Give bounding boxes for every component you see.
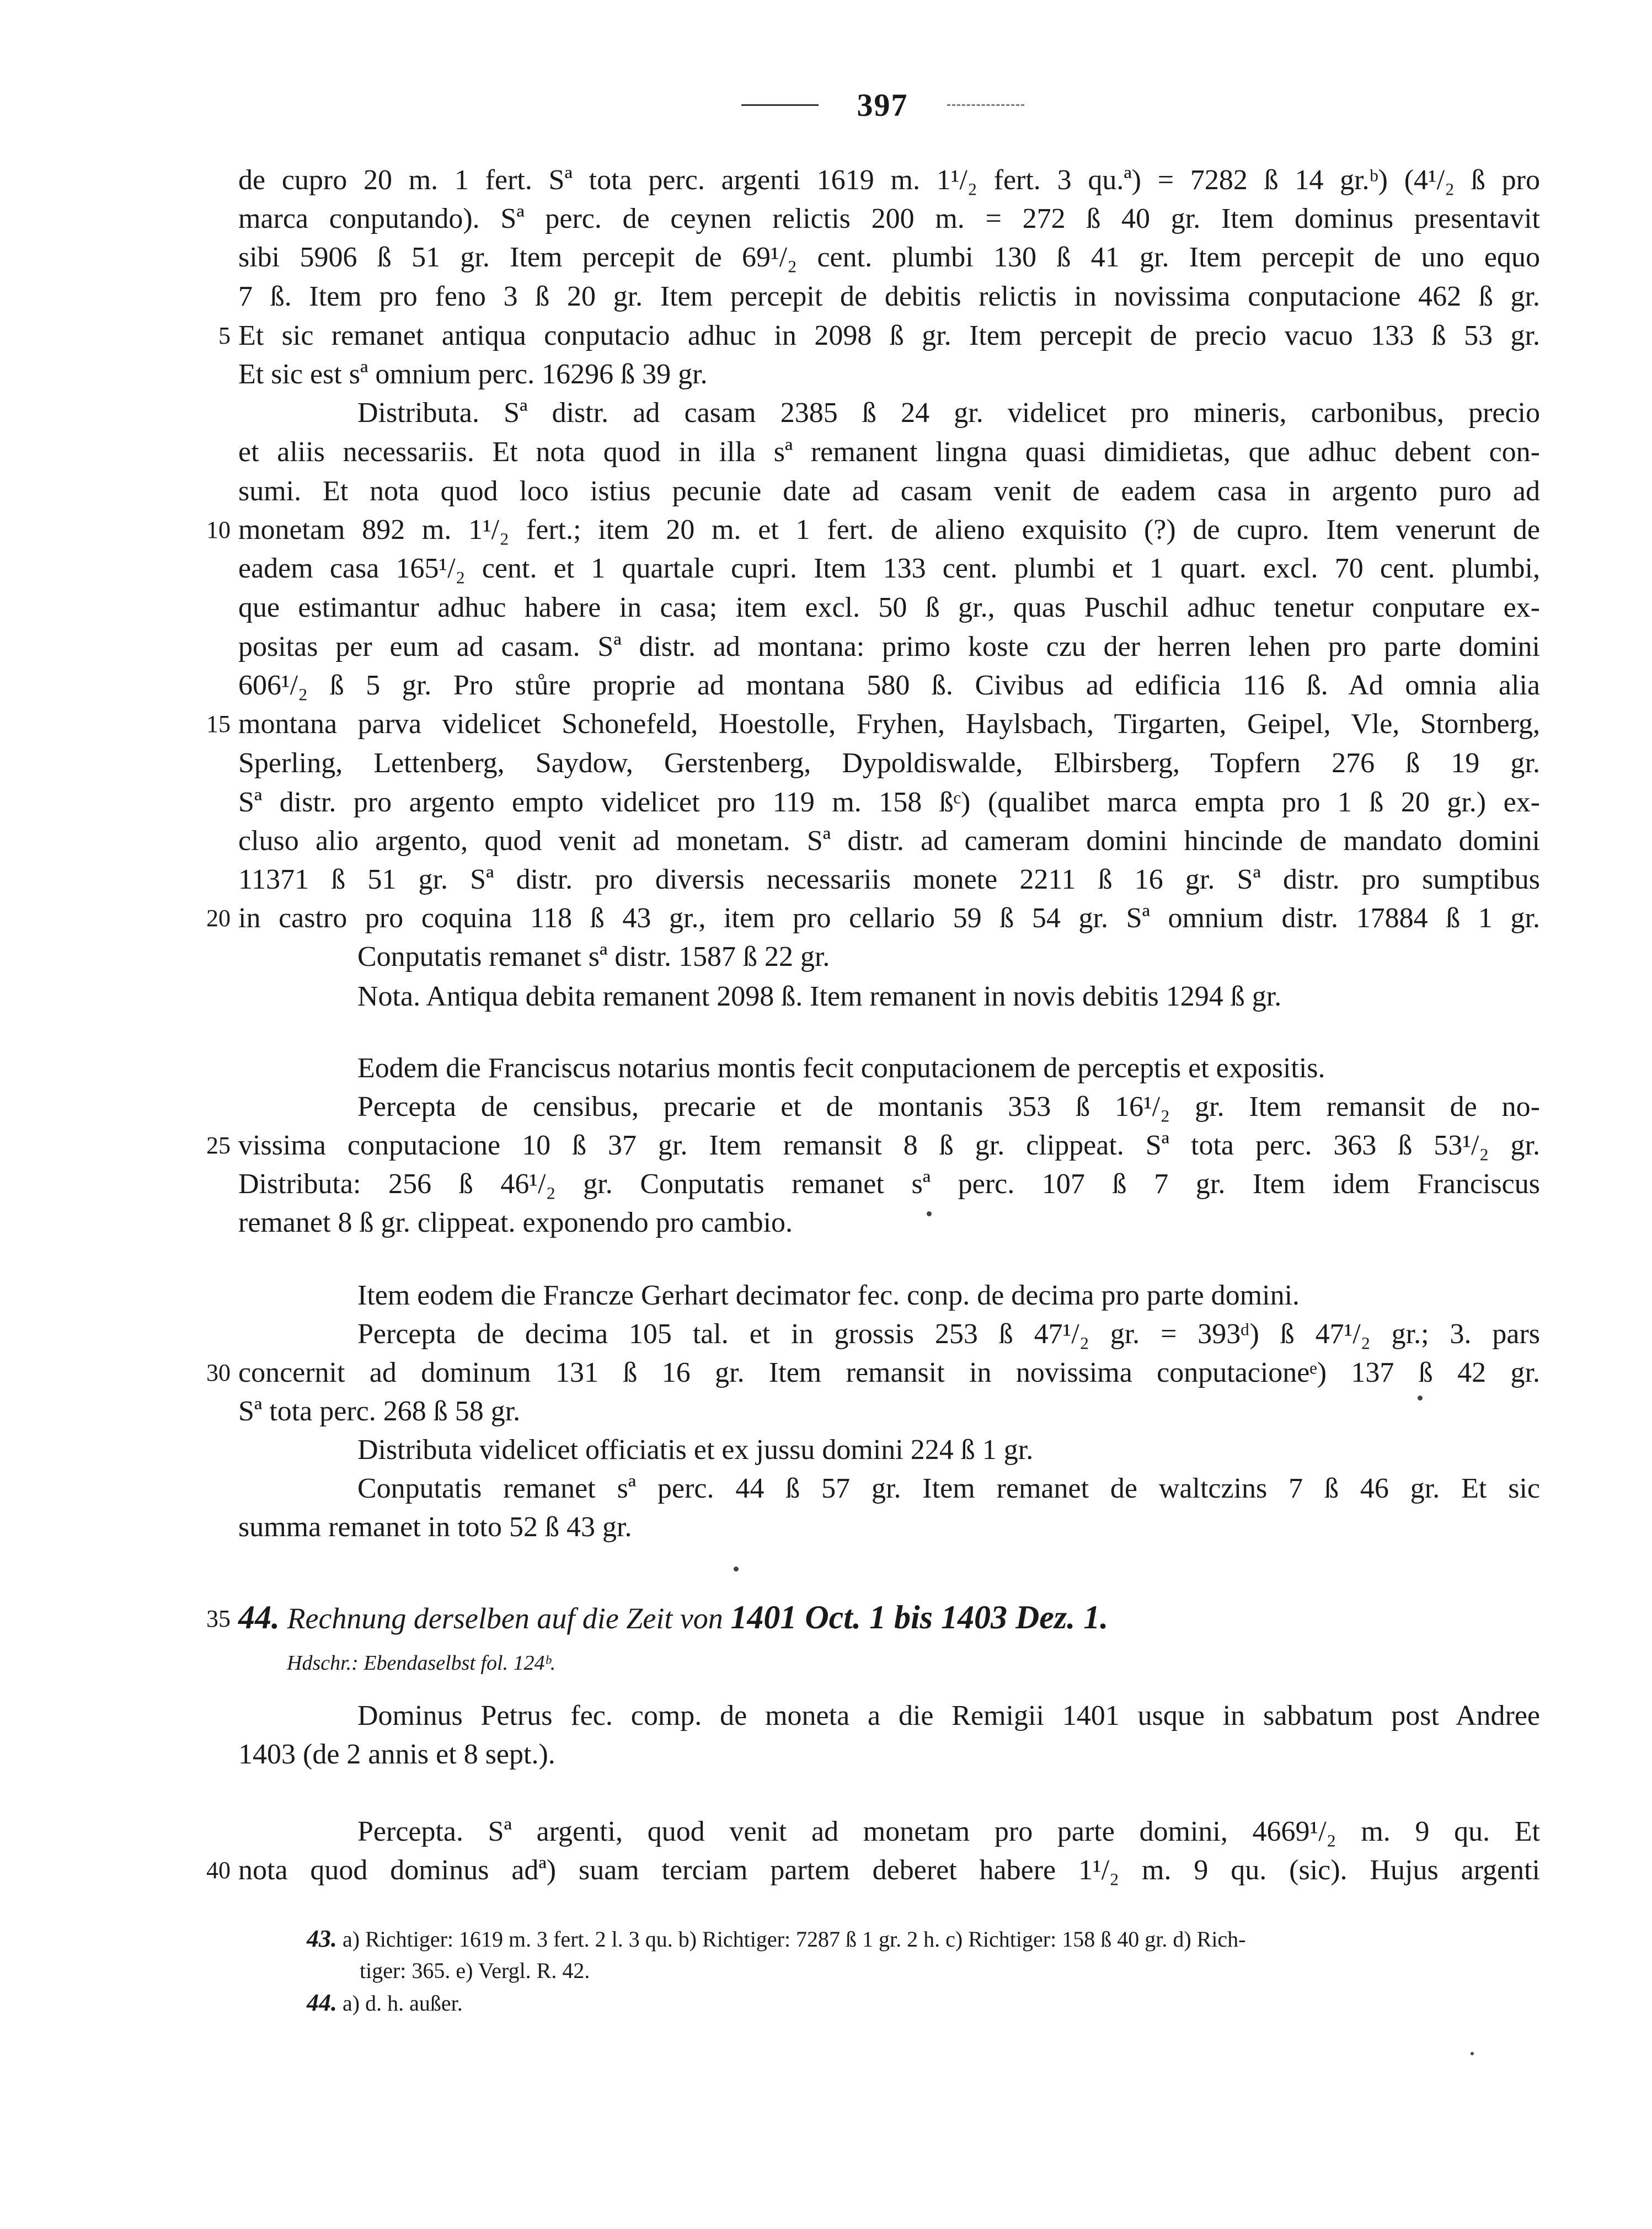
body-line: Distributa. Sª distr. ad casam 2385 ß 24 gr. videlicet pro mineris, carbonibus, precio — [357, 397, 1540, 429]
scan-speck — [1471, 2052, 1474, 2055]
body-line: nota quod dominus adª) suam terciam partem deberet habere 1¹/₂ m. 9 qu. (sic). Hujus argenti — [238, 1854, 1540, 1886]
body-line: positas per eum ad casam. Sª distr. ad montana: primo koste czu der herren lehen pro parte domini — [238, 631, 1540, 662]
body-line: Dominus Petrus fec. comp. de moneta a die Remigii 1401 usque in sabbatum post Andree — [357, 1700, 1540, 1731]
body-line: in castro pro coquina 118 ß 43 gr., item pro cellario 59 ß 54 gr. Sª omnium distr. 17884 ß 1 gr. — [238, 902, 1540, 934]
body-line: Sperling, Lettenberg, Saydow, Gerstenberg, Dypoldiswalde, Elbirsberg, Topfern 276 ß 19 gr. — [238, 747, 1540, 779]
body-line: vissima conputacione 10 ß 37 gr. Item remansit 8 ß gr. clippeat. Sª tota perc. 363 ß 53¹/₂ gr. — [238, 1130, 1540, 1161]
footnote — [307, 1989, 463, 2017]
source-reference: Hdschr.: Ebendaselbst fol. 124ᵇ. — [287, 1651, 556, 1675]
header-rule-left — [741, 104, 819, 106]
body-line: sibi 5906 ß 51 gr. Item percepit de 69¹/₂ cent. plumbi 130 ß 41 gr. Item percepit de uno equo — [238, 242, 1540, 273]
body-line: Conputatis remanet sª perc. 44 ß 57 gr. Item remanet de waltczins 7 ß 46 gr. Et sic — [357, 1473, 1540, 1504]
section-title: Rechnung derselben auf die Zeit von — [287, 1602, 723, 1635]
line-number: 10 — [206, 516, 231, 543]
body-line: Sª tota perc. 268 ß 58 gr. — [238, 1396, 521, 1427]
scan-speck — [734, 1567, 739, 1571]
footnote-text: a) Richtiger: 1619 m. 3 fert. 2 l. 3 qu. b) Richtiger: 7287 ß 1 gr. 2 h. c) Richtiger: 158 ß 40 gr. d) Rich- — [343, 1927, 1246, 1952]
body-line: Percepta. Sª argenti, quod venit ad monetam pro parte domini, 4669¹/₂ m. 9 qu. Et — [357, 1816, 1540, 1847]
body-line: cluso alio argento, quod venit ad monetam. Sª distr. ad cameram domini hincinde de mandato domini — [238, 825, 1540, 857]
body-line: Sª distr. pro argento empto videlicet pro 119 m. 158 ßᶜ) (qualibet marca empta pro 1 ß 20 gr.) ex- — [238, 787, 1540, 818]
footnote-number: 44. — [307, 1989, 337, 2016]
body-line: marca conputando). Sª perc. de ceynen relictis 200 m. = 272 ß 40 gr. Item dominus presentavit — [238, 203, 1540, 234]
body-line: sumi. Et nota quod loco istius pecunie date ad casam venit de eadem casa in argento puro ad — [238, 475, 1540, 507]
page-number: 397 — [857, 87, 908, 123]
body-line: Distributa: 256 ß 46¹/₂ gr. Conputatis remanet sª perc. 107 ß 7 gr. Item idem Franciscus — [238, 1168, 1540, 1200]
line-number: 35 — [206, 1605, 231, 1632]
body-line: summa remanet in toto 52 ß 43 gr. — [238, 1511, 632, 1543]
body-line: Percepta de decima 105 tal. et in grossis 253 ß 47¹/₂ gr. = 393ᵈ) ß 47¹/₂ gr.; 3. pars — [357, 1318, 1540, 1350]
body-line: Conputatis remanet sª distr. 1587 ß 22 gr. — [357, 941, 830, 972]
body-line: concernit ad dominum 131 ß 16 gr. Item remansit in novissima conputacioneᵉ) 137 ß 42 gr. — [238, 1357, 1540, 1388]
scan-speck — [927, 1211, 932, 1216]
header-rule-right — [947, 104, 1024, 106]
body-line: Nota. Antiqua debita remanent 2098 ß. Item remanent in novis debitis 1294 ß gr. — [357, 981, 1282, 1012]
line-number: 5 — [218, 322, 231, 349]
body-line: et aliis necessariis. Et nota quod in illa sª remanent lingna quasi dimidietas, que adhuc debent con- — [238, 436, 1540, 468]
body-line: remanet 8 ß gr. clippeat. exponendo pro cambio. — [238, 1207, 793, 1238]
line-number: 20 — [206, 905, 231, 932]
scan-speck — [1418, 1396, 1423, 1401]
body-line: eadem casa 165¹/₂ cent. et 1 quartale cupri. Item 133 cent. plumbi et 1 quart. excl. 70 cent. plumbi, — [238, 553, 1540, 584]
body-line: Et sic est sª omnium perc. 16296 ß 39 gr. — [238, 359, 708, 390]
page-header — [728, 83, 1037, 127]
body-line: 606¹/₂ ß 5 gr. Pro stůre proprie ad montana 580 ß. Civibus ad edificia 116 ß. Ad omnia alia — [238, 670, 1540, 701]
body-line: Item eodem die Francze Gerhart decimator fec. conp. de decima pro parte domini. — [357, 1280, 1300, 1311]
footnote — [307, 1925, 1246, 1953]
body-line: Et sic remanet antiqua conputacio adhuc in 2098 ß gr. Item percepit de precio vacuo 133 ß 53 gr. — [238, 320, 1540, 351]
line-number: 30 — [206, 1359, 231, 1386]
line-number: 25 — [206, 1132, 231, 1159]
section-date-range: 1401 Oct. 1 bis 1403 Dez. 1. — [730, 1599, 1109, 1635]
section-number: 44. — [238, 1599, 280, 1635]
body-line: de cupro 20 m. 1 fert. Sª tota perc. argenti 1619 m. 1¹/₂ fert. 3 qu.ª) = 7282 ß 14 gr.ᵇ) (4¹/₂ ß pro — [238, 164, 1540, 196]
body-line: montana parva videlicet Schonefeld, Hoestolle, Fryhen, Haylsbach, Tirgarten, Geipel, Vle, Stornberg, — [238, 708, 1540, 740]
footnote-text: a) d. h. außer. — [343, 1991, 463, 2016]
section-heading — [238, 1600, 1108, 1636]
body-line: Percepta de censibus, precarie et de montanis 353 ß 16¹/₂ gr. Item remansit de no- — [357, 1091, 1540, 1122]
body-line: 11371 ß 51 gr. Sª distr. pro diversis necessariis monete 2211 ß 16 gr. Sª distr. pro sumptibus — [238, 864, 1540, 895]
body-line: 1403 (de 2 annis et 8 sept.). — [238, 1739, 555, 1770]
body-line: que estimantur adhuc habere in casa; item excl. 50 ß gr., quas Puschil adhuc tenetur conputare ex- — [238, 592, 1540, 623]
body-line: 7 ß. Item pro feno 3 ß 20 gr. Item percepit de debitis relictis in novissima conputacione 462 ß gr. — [238, 281, 1540, 312]
footnote-text: tiger: 365. e) Vergl. R. 42. — [360, 1958, 590, 1983]
body-line: Eodem die Franciscus notarius montis fecit conputacionem de perceptis et expositis. — [357, 1052, 1325, 1084]
body-line: Distributa videlicet officiatis et ex jussu domini 224 ß 1 gr. — [357, 1434, 1034, 1466]
footnote — [360, 1957, 590, 1985]
line-number: 15 — [206, 710, 231, 737]
footnote-number: 43. — [307, 1925, 337, 1952]
body-line: monetam 892 m. 1¹/₂ fert.; item 20 m. et 1 fert. de alieno exquisito (?) de cupro. Item venerunt de — [238, 514, 1540, 546]
line-number: 40 — [206, 1857, 231, 1884]
